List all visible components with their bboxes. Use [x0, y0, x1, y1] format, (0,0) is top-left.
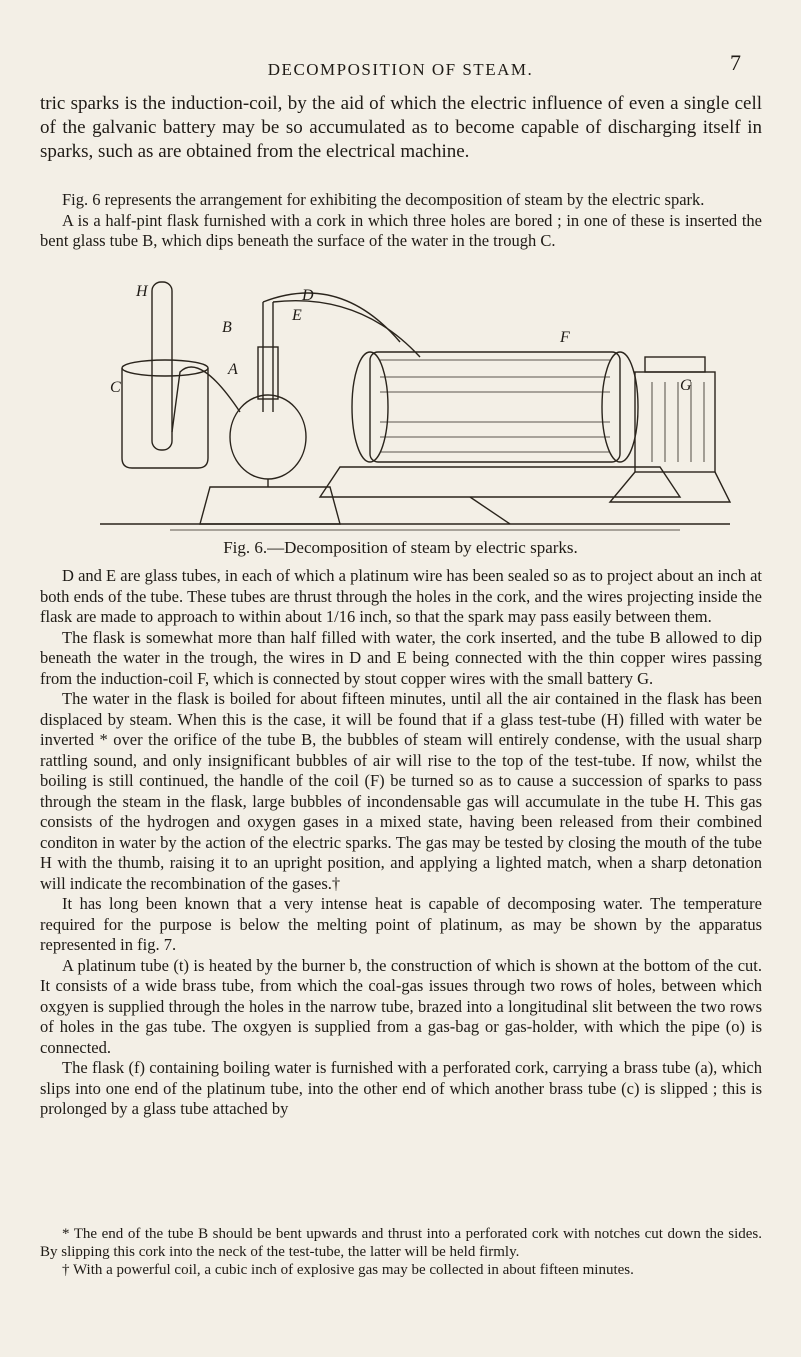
footnotes	[40, 1225, 762, 1279]
label-b: B	[222, 319, 232, 336]
paragraph: D and E are glass tubes, in each of which a platinum wire has been sealed so as to project about an inch at both ends of the tube. These tubes are thrust through the holes in the cork, and the wires projecting inside the flask are made to approach to within about 1/16 inch, so that the spark may pass easily between them.	[40, 566, 762, 626]
page-number: 7	[730, 50, 741, 75]
intro-text	[40, 92, 762, 174]
flask-a	[230, 395, 306, 479]
figure-caption: Fig. 6.—Decomposition of steam by electric sparks.	[223, 538, 578, 557]
running-head: DECOMPOSITION OF STEAM.	[267, 60, 534, 79]
trough-c	[122, 368, 208, 468]
apparatus-illustration	[40, 262, 762, 542]
flask-neck	[258, 347, 278, 399]
paragraph: It has long been known that a very intense heat is capable of decomposing water. The temperature required for the purpose is below the melting point of platinum, as may be shown by the apparatus represented in fig. 7.	[40, 894, 762, 954]
fig-intro-paragraph: Fig. 6 represents the arrangement for exhibiting the decomposition of steam by the electric spark.	[62, 190, 705, 209]
footnote: * The end of the tube B should be bent upwards and thrust into a perforated cork with notches cut down the sides. By slipping this cork into the neck of the test-tube, the latter will be held firmly.	[40, 1226, 762, 1260]
induction-coil-f	[370, 352, 620, 462]
paragraph: The flask is somewhat more than half filled with water, the cork inserted, and the tube B allowed to dip beneath the water in the trough, the wires in D and E being connected with the thin copper wires passing from the induction-coil F, which is connected by stout copper wires with the small battery G.	[40, 627, 762, 688]
main-text	[40, 566, 762, 1120]
stand	[200, 487, 340, 524]
label-e: E	[292, 307, 302, 324]
wire	[263, 293, 400, 342]
label-d: D	[302, 287, 314, 304]
paragraph: The flask (f) containing boiling water is furnished with a perforated cork, carrying a brass tube (a), which slips into one end of the platinum tube, into the other end of which another brass tube (c) is slipped ; this is prolonged by a glass tube attached by	[40, 1058, 762, 1118]
fig-intro-paragraph: A is a half-pint flask furnished with a cork in which three holes are bored ; in one of these is inserted the bent glass tube B, which dips beneath the surface of the water in the trough C.	[40, 210, 762, 250]
battery-g	[635, 372, 715, 472]
intro-paragraph: tric sparks is the induction-coil, by the aid of which the electric influence of even a single cell of the galvanic battery may be so accumulated as to become capable of discharging itself in sparks, such as are obtained from the electrical machine.	[40, 93, 762, 162]
label-f: F	[560, 329, 570, 346]
figure-6	[40, 262, 762, 542]
label-g: G	[680, 377, 692, 394]
paragraph: A platinum tube (t) is heated by the burner b, the construction of which is shown at the bottom of the cut. It consists of a wide brass tube, from which the coal-gas issues through two rows of holes, between which oxgyen is supplied through the holes in the narrow tube, brazed into a longitudinal slit between the two rows of holes in the gas tube. The oxgyen is supplied from a gas-bag or gas-holder, with which the pipe (o) is connected.	[40, 955, 762, 1057]
label-h: H	[136, 283, 148, 300]
fig-intro	[40, 190, 762, 252]
footnote: † With a powerful coil, a cubic inch of explosive gas may be collected in about fifteen minutes.	[62, 1262, 634, 1278]
label-a: A	[228, 361, 238, 378]
label-c: C	[110, 379, 121, 396]
test-tube-h	[152, 282, 172, 450]
paragraph: The water in the flask is boiled for about fifteen minutes, until all the air contained in the flask has been displaced by steam. When this is the case, it will be found that if a glass test-tube (H) filled with water be inverted * over the orifice of the tube B, the bubbles of steam will entirely condense, with the usual sharp rattling sound, and only insignificant bubbles of air will rise to the top of the test-tube. If now, whilst the boiling is still continued, the handle of the coil (F) be turned so as to cause a succession of sparks to pass through the steam in the flask, large bubbles of incondensable gas will accumulate in the tube H. This gas consists of the hydrogen and oxygen gases in a mixed state, having been released from their combined conditon in water by the action of the electric sparks. The gas may be tested by closing the mouth of the tube H with the thumb, raising it to an upright position, and applying a lighted match, when a sharp detonation will indicate the recombination of the gases.†	[40, 689, 762, 893]
